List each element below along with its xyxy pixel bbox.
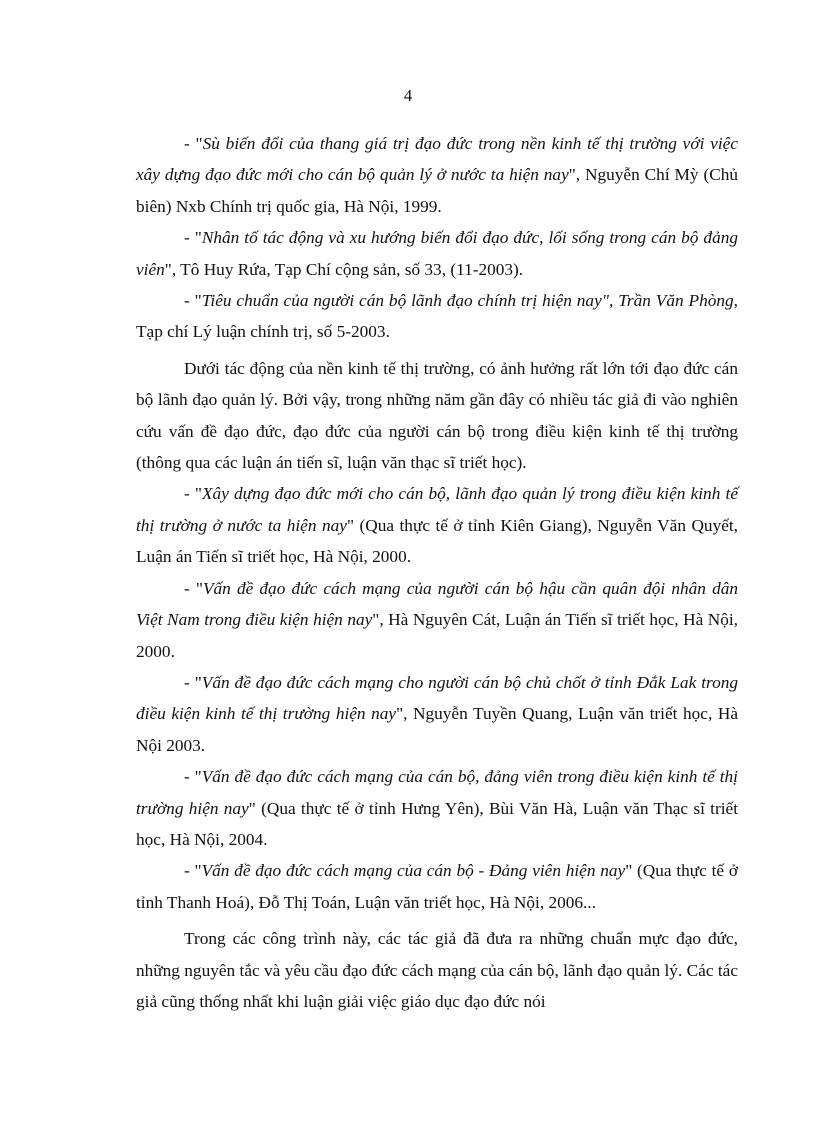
reference-item: - "Xây dựng đạo đức mới cho cán bộ, lãnh đạo quản lý trong điều kiện kinh tế thị trường ở nước ta hiện nay" (Qua thực tế ở tỉnh Kiên Giang), Nguyễn Văn Quyết, Luận án Tiến sĩ triết học, Hà Nội, 2000. bbox=[136, 484, 738, 567]
reference-item: - "Vấn đề đạo đức cách mạng cho người cán bộ chủ chốt ở tỉnh Đắk Lak trong điều kiện kinh tế thị trường hiện nay", Nguyễn Tuyền Quang, Luận văn triết học, Hà Nội 2003. bbox=[136, 672, 738, 755]
reference-item: - "Vấn đề đạo đức cách mạng của cán bộ, đảng viên trong điều kiện kinh tế thị trường hiện nay" (Qua thực tế ở tỉnh Hưng Yên), Bùi Văn Hà, Luận văn Thạc sĩ triết học, Hà Nội, 2004. bbox=[136, 767, 738, 849]
reference-item: - "Nhân tố tác động và xu hướng biến đổi đạo đức, lối sống trong cán bộ đảng viên", Tô Huy Rứa, Tạp Chí cộng sản, số 33, (11-2003). bbox=[136, 228, 738, 279]
body-paragraph: Trong các công trình này, các tác giả đã đưa ra những chuẩn mực đạo đức, những nguyên tắc và yêu cầu đạo đức cách mạng của cán bộ, lãnh đạo quản lý. Các tác giả cũng thống nhất khi luận giải việc giáo dục đạo đức nói bbox=[136, 929, 738, 1011]
body-paragraph: Dưới tác động của nền kinh tế thị trường, có ảnh hưởng rất lớn tới đạo đức cán bộ lãnh đạo quản lý. Bởi vậy, trong những năm gần đây có nhiều tác giả đi vào nghiên cứu vấn đề đạo đức, đạo đức của người cán bộ trong điều kiện kinh tế thị trường (thông qua các luận án tiến sĩ, luận văn thạc sĩ triết học). bbox=[136, 358, 738, 473]
reference-item: - "Vấn đề đạo đức cách mạng của người cán bộ hậu cần quân đội nhân dân Việt Nam trong điều kiện hiện nay", Hà Nguyên Cát, Luận án Tiến sĩ triết học, Hà Nội, 2000. bbox=[136, 578, 738, 661]
reference-item: - "Sù biến đổi của thang giá trị đạo đức trong nền kinh tế thị trường với việc xây dựng đạo đức mới cho cán bộ quản lý ở nước ta hiện nay", Nguyễn Chí Mỳ (Chủ biên) Nxb Chính trị quốc gia, Hà Nội, 1999. bbox=[136, 134, 739, 216]
reference-item: - "Vấn đề đạo đức cách mạng của cán bộ - Đảng viên hiện nay" (Qua thực tế ở tỉnh Thanh Hoá), Đỗ Thị Toán, Luận văn triết học, Hà Nội, 2006... bbox=[136, 861, 738, 912]
document-body bbox=[136, 128, 738, 1017]
reference-item: - "Tiêu chuẩn của người cán bộ lãnh đạo chính trị hiện nay", Trần Văn Phòng, Tạp chí Lý luận chính trị, số 5-2003. bbox=[136, 291, 738, 342]
page-number: 4 bbox=[403, 86, 413, 105]
